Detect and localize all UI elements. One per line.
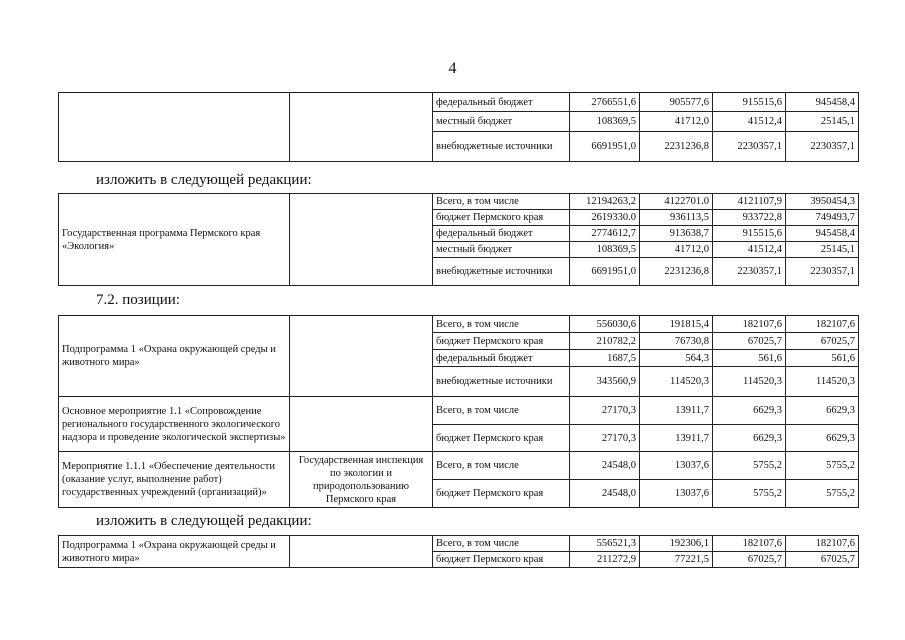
value-cell: 41512,4 (713, 112, 786, 132)
source-cell: бюджет Пермского края (433, 480, 570, 508)
value-cell: 561,6 (713, 350, 786, 367)
value-cell: 1687,5 (570, 350, 640, 367)
value-cell: 564,3 (640, 350, 713, 367)
value-cell: 211272,9 (570, 552, 640, 568)
source-cell: бюджет Пермского края (433, 425, 570, 452)
program-name-cell: Государственная программа Пермского края «Экология» (59, 194, 290, 286)
subprogram-name-cell: Подпрограмма 1 «Охрана окружающей среды и животного мира» (59, 316, 290, 397)
value-cell: 12194263,2 (570, 194, 640, 210)
program-name-cell (59, 93, 290, 162)
value-cell: 6691951,0 (570, 258, 640, 286)
value-cell: 41512,4 (713, 242, 786, 258)
value-cell: 2231236,8 (640, 132, 713, 162)
responsible-cell (290, 316, 433, 397)
value-cell: 6629,3 (786, 425, 859, 452)
value-cell: 6629,3 (786, 397, 859, 425)
value-cell: 2230357,1 (786, 258, 859, 286)
value-cell: 67025,7 (786, 552, 859, 568)
value-cell: 749493,7 (786, 210, 859, 226)
responsible-cell (290, 536, 433, 568)
responsible-cell (290, 93, 433, 162)
value-cell: 561,6 (786, 350, 859, 367)
value-cell: 2231236,8 (640, 258, 713, 286)
value-cell: 936113,5 (640, 210, 713, 226)
source-cell: Всего, в том числе (433, 452, 570, 480)
subprogram-positions-table (58, 315, 859, 508)
page-number: 4 (448, 60, 457, 77)
value-cell: 2230357,1 (713, 258, 786, 286)
value-cell: 191815,4 (640, 316, 713, 333)
value-cell: 108369,5 (570, 112, 640, 132)
value-cell: 24548,0 (570, 480, 640, 508)
value-cell: 13037,6 (640, 480, 713, 508)
source-cell: бюджет Пермского края (433, 210, 570, 226)
source-cell: федеральный бюджет (433, 93, 570, 112)
value-cell: 5755,2 (713, 452, 786, 480)
value-cell: 27170,3 (570, 397, 640, 425)
source-cell: Всего, в том числе (433, 194, 570, 210)
section-heading: изложить в следующей редакции: (96, 172, 312, 188)
value-cell: 77221,5 (640, 552, 713, 568)
main-activity-name-cell: Основное мероприятие 1.1 «Сопровождение регионального государственного экологического надзора и проведение экологической экспертизы» (59, 397, 290, 452)
value-cell: 13911,7 (640, 425, 713, 452)
table-row (59, 452, 859, 480)
table-row (59, 316, 859, 333)
value-cell: 556030,6 (570, 316, 640, 333)
table-row (59, 397, 859, 425)
value-cell: 933722,8 (713, 210, 786, 226)
responsible-cell (290, 397, 433, 452)
value-cell: 76730,8 (640, 333, 713, 350)
source-cell: федеральный бюджет (433, 350, 570, 367)
responsible-cell (290, 194, 433, 286)
value-cell: 41712,0 (640, 242, 713, 258)
value-cell: 2619330.0 (570, 210, 640, 226)
source-cell: Всего, в том числе (433, 397, 570, 425)
value-cell: 3950454,3 (786, 194, 859, 210)
source-cell: местный бюджет (433, 112, 570, 132)
source-cell: бюджет Пермского края (433, 552, 570, 568)
table-row (59, 536, 859, 552)
value-cell: 915515,6 (713, 93, 786, 112)
program-budget-table (58, 193, 859, 286)
value-cell: 192306,1 (640, 536, 713, 552)
source-cell: бюджет Пермского края (433, 333, 570, 350)
value-cell: 182107,6 (786, 316, 859, 333)
value-cell: 5755,2 (786, 452, 859, 480)
source-cell: Всего, в том числе (433, 536, 570, 552)
value-cell: 13037,6 (640, 452, 713, 480)
value-cell: 5755,2 (786, 480, 859, 508)
value-cell: 915515,6 (713, 226, 786, 242)
value-cell: 182107,6 (713, 536, 786, 552)
value-cell: 114520,3 (640, 367, 713, 397)
value-cell: 6629,3 (713, 397, 786, 425)
value-cell: 945458,4 (786, 93, 859, 112)
value-cell: 6691951,0 (570, 132, 640, 162)
value-cell: 24548,0 (570, 452, 640, 480)
source-cell: внебюджетные источники (433, 367, 570, 397)
source-cell: местный бюджет (433, 242, 570, 258)
value-cell: 210782,2 (570, 333, 640, 350)
subprogram-new-edition-table (58, 535, 859, 568)
table-row (59, 93, 859, 112)
value-cell: 2774612,7 (570, 226, 640, 242)
value-cell: 67025,7 (713, 333, 786, 350)
source-cell: федеральный бюджет (433, 226, 570, 242)
activity-name-cell: Мероприятие 1.1.1 «Обеспечение деятельности (оказание услуг, выполнение работ) государственных учреждений (организаций)» (59, 452, 290, 508)
section-heading: 7.2. позиции: (96, 292, 180, 308)
value-cell: 67025,7 (713, 552, 786, 568)
value-cell: 27170,3 (570, 425, 640, 452)
value-cell: 905577,6 (640, 93, 713, 112)
value-cell: 2766551,6 (570, 93, 640, 112)
value-cell: 343560,9 (570, 367, 640, 397)
value-cell: 5755,2 (713, 480, 786, 508)
value-cell: 4122701.0 (640, 194, 713, 210)
value-cell: 108369,5 (570, 242, 640, 258)
responsible-cell: Государственная инспекция по экологии и природопользованию Пермского края (290, 452, 433, 508)
value-cell: 41712,0 (640, 112, 713, 132)
value-cell: 556521,3 (570, 536, 640, 552)
value-cell: 182107,6 (713, 316, 786, 333)
value-cell: 67025,7 (786, 333, 859, 350)
section-heading: изложить в следующей редакции: (96, 513, 312, 529)
value-cell: 6629,3 (713, 425, 786, 452)
value-cell: 182107,6 (786, 536, 859, 552)
table-row (59, 194, 859, 210)
value-cell: 4121107,9 (713, 194, 786, 210)
value-cell: 25145,1 (786, 112, 859, 132)
value-cell: 13911,7 (640, 397, 713, 425)
source-cell: внебюджетные источники (433, 258, 570, 286)
budget-table-continuation (58, 92, 859, 162)
source-cell: Всего, в том числе (433, 316, 570, 333)
value-cell: 2230357,1 (713, 132, 786, 162)
value-cell: 114520,3 (786, 367, 859, 397)
value-cell: 114520,3 (713, 367, 786, 397)
value-cell: 2230357,1 (786, 132, 859, 162)
subprogram-name-cell: Подпрограмма 1 «Охрана окружающей среды и животного мира» (59, 536, 290, 568)
value-cell: 913638,7 (640, 226, 713, 242)
source-cell: внебюджетные источники (433, 132, 570, 162)
value-cell: 945458,4 (786, 226, 859, 242)
value-cell: 25145,1 (786, 242, 859, 258)
